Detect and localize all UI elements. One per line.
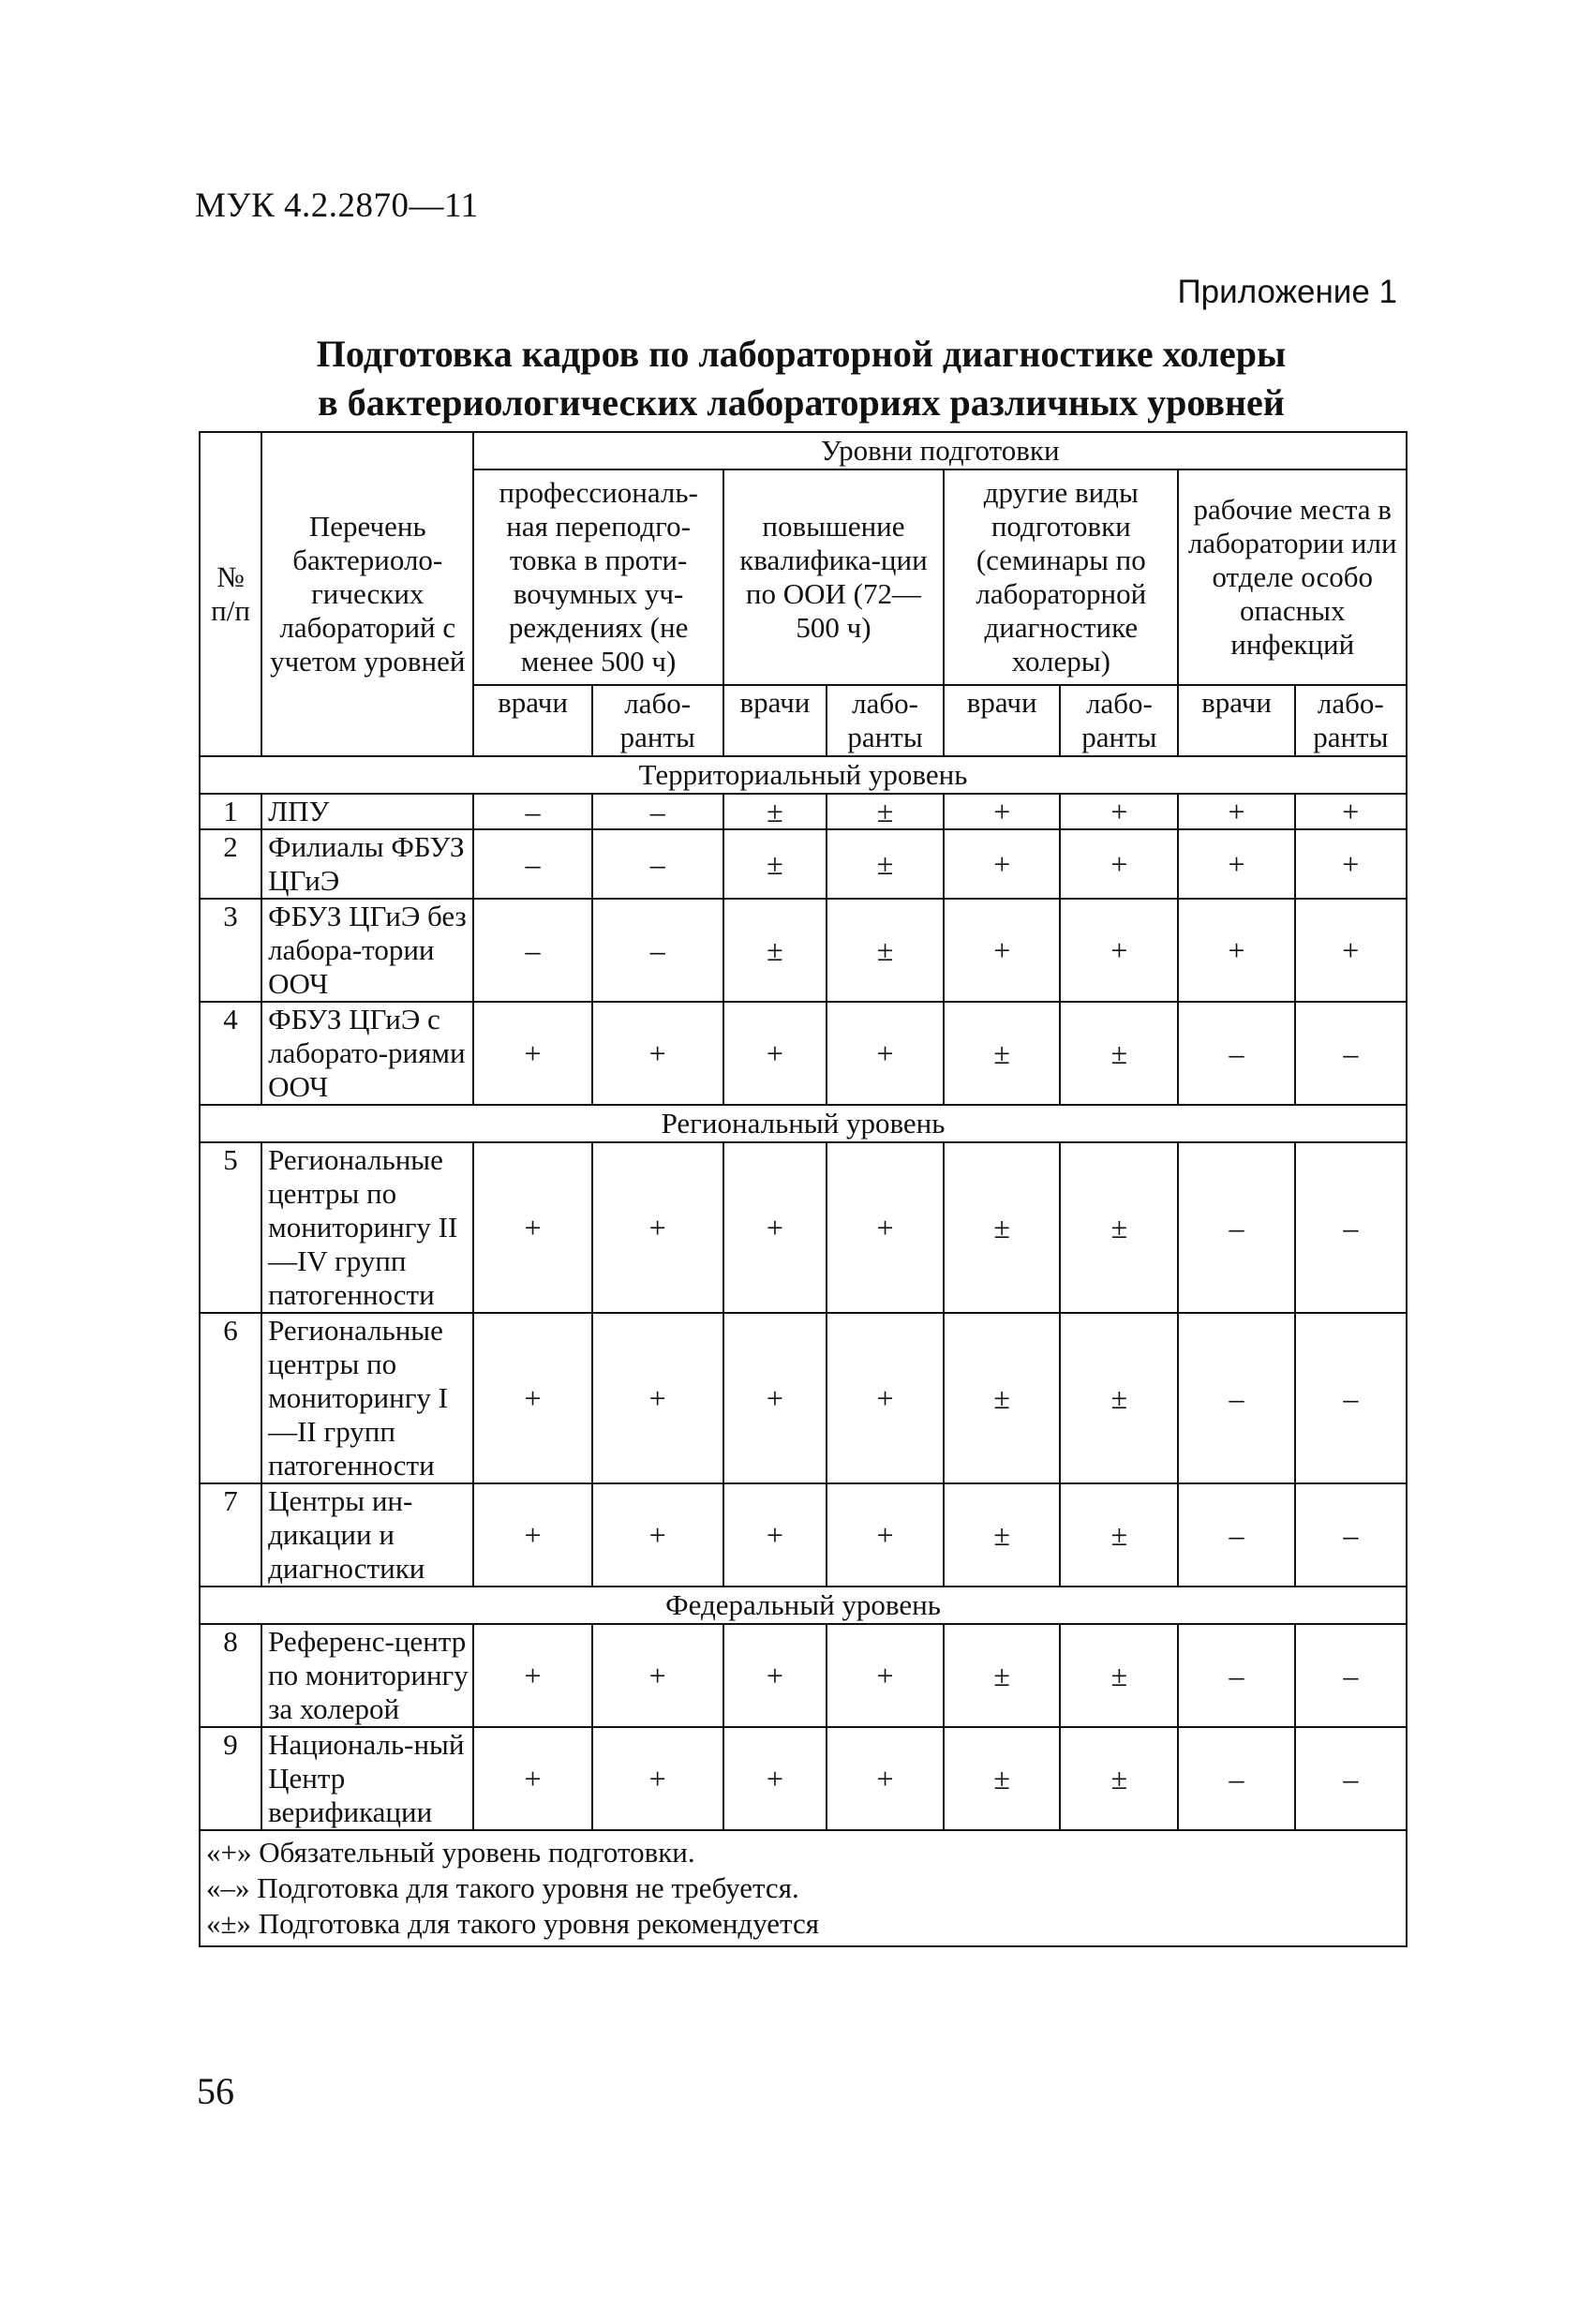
requirement-cell: + xyxy=(723,1313,827,1483)
requirement-cell: – xyxy=(592,899,723,1002)
requirement-cell: + xyxy=(592,1142,723,1313)
legend-note: «±» Подготовка для такого уровня рекомендуется xyxy=(206,1907,819,1940)
requirement-cell: + xyxy=(473,1002,591,1105)
requirement-cell: ± xyxy=(944,1313,1060,1483)
row-number: 2 xyxy=(200,829,261,899)
requirement-cell: – xyxy=(1295,1624,1407,1727)
training-table xyxy=(199,431,1408,1947)
requirement-cell: ± xyxy=(723,829,827,899)
requirement-cell: + xyxy=(723,1624,827,1727)
requirement-cell: + xyxy=(1060,829,1178,899)
title-line-1: Подготовка кадров по лабораторной диагностике холеры xyxy=(316,333,1287,375)
requirement-cell: – xyxy=(592,829,723,899)
table-row xyxy=(200,1727,1407,1830)
requirement-cell: + xyxy=(723,1727,827,1830)
requirement-cell: ± xyxy=(944,1483,1060,1587)
header-group-professional: профессиональ-ная переподго-товка в проти-вочумных уч-реждениях (не менее 500 ч) xyxy=(473,469,723,685)
table-row xyxy=(200,1142,1407,1313)
table-row xyxy=(200,899,1407,1002)
header-num: № п/п xyxy=(200,432,261,756)
row-number: 1 xyxy=(200,794,261,829)
requirement-cell: – xyxy=(1178,1727,1294,1830)
requirement-cell: + xyxy=(1178,829,1294,899)
requirement-cell: – xyxy=(1295,1002,1407,1105)
section-title: Региональный уровень xyxy=(200,1105,1407,1142)
table-row xyxy=(200,1483,1407,1587)
table-row xyxy=(200,794,1407,829)
header-group-other: другие виды подготовки (семинары по лабораторной диагностике холеры) xyxy=(944,469,1178,685)
requirement-cell: + xyxy=(1178,794,1294,829)
requirement-cell: + xyxy=(592,1483,723,1587)
requirement-cell: – xyxy=(1178,1002,1294,1105)
legend-note: «+» Обязательный уровень подготовки. xyxy=(206,1836,695,1869)
row-number: 3 xyxy=(200,899,261,1002)
requirement-cell: + xyxy=(1295,899,1407,1002)
requirement-cell: ± xyxy=(1060,1313,1178,1483)
requirement-cell: + xyxy=(1178,899,1294,1002)
requirement-cell: ± xyxy=(944,1002,1060,1105)
requirement-cell: + xyxy=(723,1002,827,1105)
requirement-cell: + xyxy=(827,1727,944,1830)
header-doctors: врачи xyxy=(944,685,1060,756)
table-row xyxy=(200,1002,1407,1105)
requirement-cell: – xyxy=(473,829,591,899)
requirement-cell: ± xyxy=(944,1727,1060,1830)
requirement-cell: + xyxy=(827,1002,944,1105)
requirement-cell: ± xyxy=(827,794,944,829)
requirement-cell: + xyxy=(1295,794,1407,829)
lab-name: ФБУЗ ЦГиЭ без лабора-тории ООЧ xyxy=(261,899,473,1002)
requirement-cell: – xyxy=(1178,1313,1294,1483)
requirement-cell: – xyxy=(1295,1727,1407,1830)
row-number: 6 xyxy=(200,1313,261,1483)
requirement-cell: + xyxy=(473,1727,591,1830)
requirement-cell: ± xyxy=(1060,1483,1178,1587)
requirement-cell: + xyxy=(944,794,1060,829)
row-number: 4 xyxy=(200,1002,261,1105)
header-lab-assistants: лабо-ранты xyxy=(1060,685,1178,756)
requirement-cell: + xyxy=(723,1142,827,1313)
header-group-workplaces: рабочие места в лаборатории или отделе особо опасных инфекций xyxy=(1178,469,1407,685)
header-doctors: врачи xyxy=(1178,685,1294,756)
requirement-cell: + xyxy=(473,1313,591,1483)
table-row xyxy=(200,1313,1407,1483)
requirement-cell: + xyxy=(1295,829,1407,899)
requirement-cell: ± xyxy=(1060,1142,1178,1313)
requirement-cell: + xyxy=(473,1142,591,1313)
requirement-cell: – xyxy=(473,899,591,1002)
requirement-cell: – xyxy=(592,794,723,829)
requirement-cell: + xyxy=(827,1142,944,1313)
header-lab-assistants: лабо-ранты xyxy=(1295,685,1407,756)
requirement-cell: – xyxy=(1295,1142,1407,1313)
lab-name: ЛПУ xyxy=(261,794,473,829)
header-doctors: врачи xyxy=(473,685,591,756)
lab-name: Центры ин-дикации и диагностики xyxy=(261,1483,473,1587)
requirement-cell: ± xyxy=(827,829,944,899)
requirement-cell: ± xyxy=(944,1142,1060,1313)
requirement-cell: + xyxy=(473,1483,591,1587)
row-number: 7 xyxy=(200,1483,261,1587)
requirement-cell: – xyxy=(1178,1483,1294,1587)
legend-notes xyxy=(200,1830,1407,1946)
requirement-cell: + xyxy=(827,1483,944,1587)
row-number: 5 xyxy=(200,1142,261,1313)
header-group-qualification: повышение квалифика-ции по ООИ (72—500 ч) xyxy=(723,469,944,685)
requirement-cell: + xyxy=(473,1624,591,1727)
page-title xyxy=(197,330,1406,427)
requirement-cell: ± xyxy=(1060,1624,1178,1727)
requirement-cell: + xyxy=(1060,794,1178,829)
requirement-cell: + xyxy=(1060,899,1178,1002)
header-lab-list: Перечень бактериоло-гических лабораторий с учетом уровней xyxy=(261,432,473,756)
requirement-cell: – xyxy=(473,794,591,829)
row-number: 9 xyxy=(200,1727,261,1830)
requirement-cell: + xyxy=(592,1624,723,1727)
lab-name: Филиалы ФБУЗ ЦГиЭ xyxy=(261,829,473,899)
requirement-cell: ± xyxy=(1060,1002,1178,1105)
section-title: Федеральный уровень xyxy=(200,1587,1407,1624)
page-number: 56 xyxy=(197,2070,234,2112)
document-code: МУК 4.2.2870—11 xyxy=(195,186,479,225)
row-number: 8 xyxy=(200,1624,261,1727)
lab-name: Региональные центры по мониторингу II—IV групп патогенности xyxy=(261,1142,473,1313)
requirement-cell: – xyxy=(1178,1142,1294,1313)
requirement-cell: ± xyxy=(1060,1727,1178,1830)
requirement-cell: – xyxy=(1178,1624,1294,1727)
requirement-cell: + xyxy=(827,1624,944,1727)
section-title: Территориальный уровень xyxy=(200,756,1407,794)
requirement-cell: ± xyxy=(723,794,827,829)
requirement-cell: + xyxy=(723,1483,827,1587)
legend-note: «–» Подготовка для такого уровня не требуется. xyxy=(206,1871,799,1904)
lab-name: Региональные центры по мониторингу I—II групп патогенности xyxy=(261,1313,473,1483)
requirement-cell: + xyxy=(944,829,1060,899)
header-lab-assistants: лабо-ранты xyxy=(592,685,723,756)
requirement-cell: ± xyxy=(723,899,827,1002)
header-lab-assistants: лабо-ранты xyxy=(827,685,944,756)
requirement-cell: + xyxy=(827,1313,944,1483)
header-doctors: врачи xyxy=(723,685,827,756)
requirement-cell: + xyxy=(944,899,1060,1002)
table-row xyxy=(200,1624,1407,1727)
lab-name: ФБУЗ ЦГиЭ с лаборато-риями ООЧ xyxy=(261,1002,473,1105)
lab-name: Националь-ный Центр верификации xyxy=(261,1727,473,1830)
table-row xyxy=(200,829,1407,899)
lab-name: Референс-центр по мониторингу за холерой xyxy=(261,1624,473,1727)
requirement-cell: + xyxy=(592,1727,723,1830)
requirement-cell: ± xyxy=(827,899,944,1002)
requirement-cell: + xyxy=(592,1313,723,1483)
header-levels: Уровни подготовки xyxy=(473,432,1407,469)
requirement-cell: – xyxy=(1295,1483,1407,1587)
appendix-label: Приложение 1 xyxy=(1177,274,1397,310)
requirement-cell: + xyxy=(592,1002,723,1105)
requirement-cell: – xyxy=(1295,1313,1407,1483)
title-line-2: в бактериологических лабораториях различных уровней xyxy=(318,381,1285,424)
requirement-cell: ± xyxy=(944,1624,1060,1727)
